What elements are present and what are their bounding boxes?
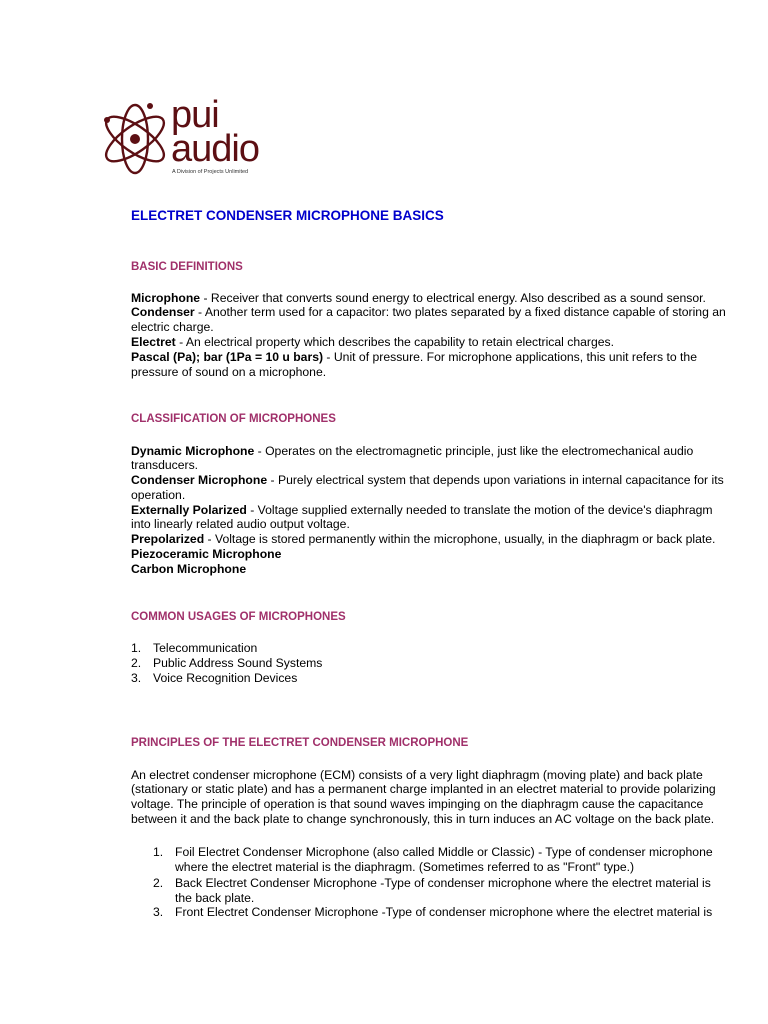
list-number: 1.: [153, 845, 164, 859]
list-number: 2.: [131, 656, 142, 670]
document-title: ELECTRET CONDENSER MICROPHONE BASICS: [131, 208, 444, 223]
list-text-line: Back Electret Condenser Microphone -Type of condenser microphone where the electret material is: [175, 876, 711, 890]
definition-text: - Receiver that converts sound energy to electrical energy. Also described as a sound sensor.: [200, 291, 706, 305]
definition-electret: [131, 335, 614, 350]
logo-tagline: A Division of Projects Unlimited: [172, 169, 249, 175]
section-heading-classification: CLASSIFICATION OF MICROPHONES: [131, 413, 336, 425]
term: Condenser: [131, 305, 195, 319]
classification-text: - Voltage is stored permanently within the microphone, usually, in the diaphragm or back plate.: [204, 532, 716, 546]
list-text: Voice Recognition Devices: [153, 671, 298, 685]
classification-text: - Purely electrical system that depends upon variations in internal capacitance for its: [267, 473, 724, 487]
logo-word-audio: audio: [171, 128, 259, 170]
classification-text: - Operates on the electromagnetic principle, just like the electromechanical audio: [254, 444, 694, 458]
principles-paragraph-line: voltage. The principle of operation is that sound waves impinging on the diaphragm cause the capacitance: [131, 797, 704, 811]
list-text-line: where the electret material is the diaphragm. (Sometimes referred to as "Front" type.): [175, 860, 635, 874]
list-text-line: Front Electret Condenser Microphone -Type of condenser microphone where the electret material is: [175, 905, 713, 919]
section-heading-principles: PRINCIPLES OF THE ELECTRET CONDENSER MICROPHONE: [131, 737, 469, 749]
list-number: 3.: [153, 905, 164, 919]
pui-audio-logo: [98, 94, 278, 184]
section-heading-usages: COMMON USAGES OF MICROPHONES: [131, 611, 346, 623]
term: Externally Polarized: [131, 503, 247, 517]
classification-condenser-cont: operation.: [131, 488, 186, 502]
list-text-line: Foil Electret Condenser Microphone (also called Middle or Classic) - Type of condenser microphone: [175, 845, 713, 859]
definition-pascal-cont: pressure of sound on a microphone.: [131, 365, 327, 379]
classification-externally-polarized: [131, 503, 713, 518]
term: Condenser Microphone: [131, 473, 268, 487]
term: Electret: [131, 335, 176, 349]
classification-externally-polarized-cont: into linearly related audio output voltage.: [131, 517, 350, 531]
term: Carbon Microphone: [131, 562, 247, 576]
classification-carbon: [131, 562, 246, 577]
list-item: [153, 876, 755, 906]
term: Piezoceramic Microphone: [131, 547, 282, 561]
classification-piezoceramic: [131, 547, 281, 562]
term: Prepolarized: [131, 532, 205, 546]
principles-paragraph-line: between it and the back plate to change synchronously, this in turn induces an AC voltage on the back plate.: [131, 812, 715, 826]
list-text-line: the back plate.: [175, 891, 255, 905]
principles-paragraph-line: (stationary or static plate) and has a permanent charge implanted in an electret material to provide polarizing: [131, 782, 716, 796]
list-text: Telecommunication: [153, 641, 258, 655]
definition-text: - An electrical property which describes the capability to retain electrical charges.: [175, 335, 614, 349]
list-item: [131, 641, 733, 656]
definition-condenser: [131, 305, 726, 320]
classification-prepolarized: [131, 532, 715, 547]
term: Dynamic Microphone: [131, 444, 255, 458]
definition-condenser-cont: electric charge.: [131, 320, 214, 334]
definition-microphone: [131, 291, 706, 306]
section-heading-basic-definitions: BASIC DEFINITIONS: [131, 261, 243, 273]
list-item: [153, 845, 755, 875]
principles-paragraph-line: An electret condenser microphone (ECM) consists of a very light diaphragm (moving plate) and back plate: [131, 768, 703, 782]
list-text: Public Address Sound Systems: [153, 656, 323, 670]
list-number: 3.: [131, 671, 142, 685]
term: Pascal (Pa); bar (1Pa = 10 u bars): [131, 350, 324, 364]
list-number: 1.: [131, 641, 142, 655]
list-item: [153, 905, 755, 920]
classification-dynamic-cont: transducers.: [131, 458, 199, 472]
list-number: 2.: [153, 876, 164, 890]
list-item: [131, 671, 733, 686]
definition-text: - Another term used for a capacitor: two plates separated by a fixed distance capable of storing an: [194, 305, 726, 319]
term: Microphone: [131, 291, 201, 305]
definition-pascal: [131, 350, 697, 365]
classification-condenser: [131, 473, 724, 488]
classification-dynamic: [131, 444, 693, 459]
atom-icon: [98, 94, 172, 184]
list-item: [131, 656, 733, 671]
definition-text: - Unit of pressure. For microphone applications, this unit refers to the: [323, 350, 697, 364]
logo-word-pui: pui: [171, 94, 219, 136]
classification-text: - Voltage supplied externally needed to translate the motion of the device's diaphragm: [246, 503, 713, 517]
